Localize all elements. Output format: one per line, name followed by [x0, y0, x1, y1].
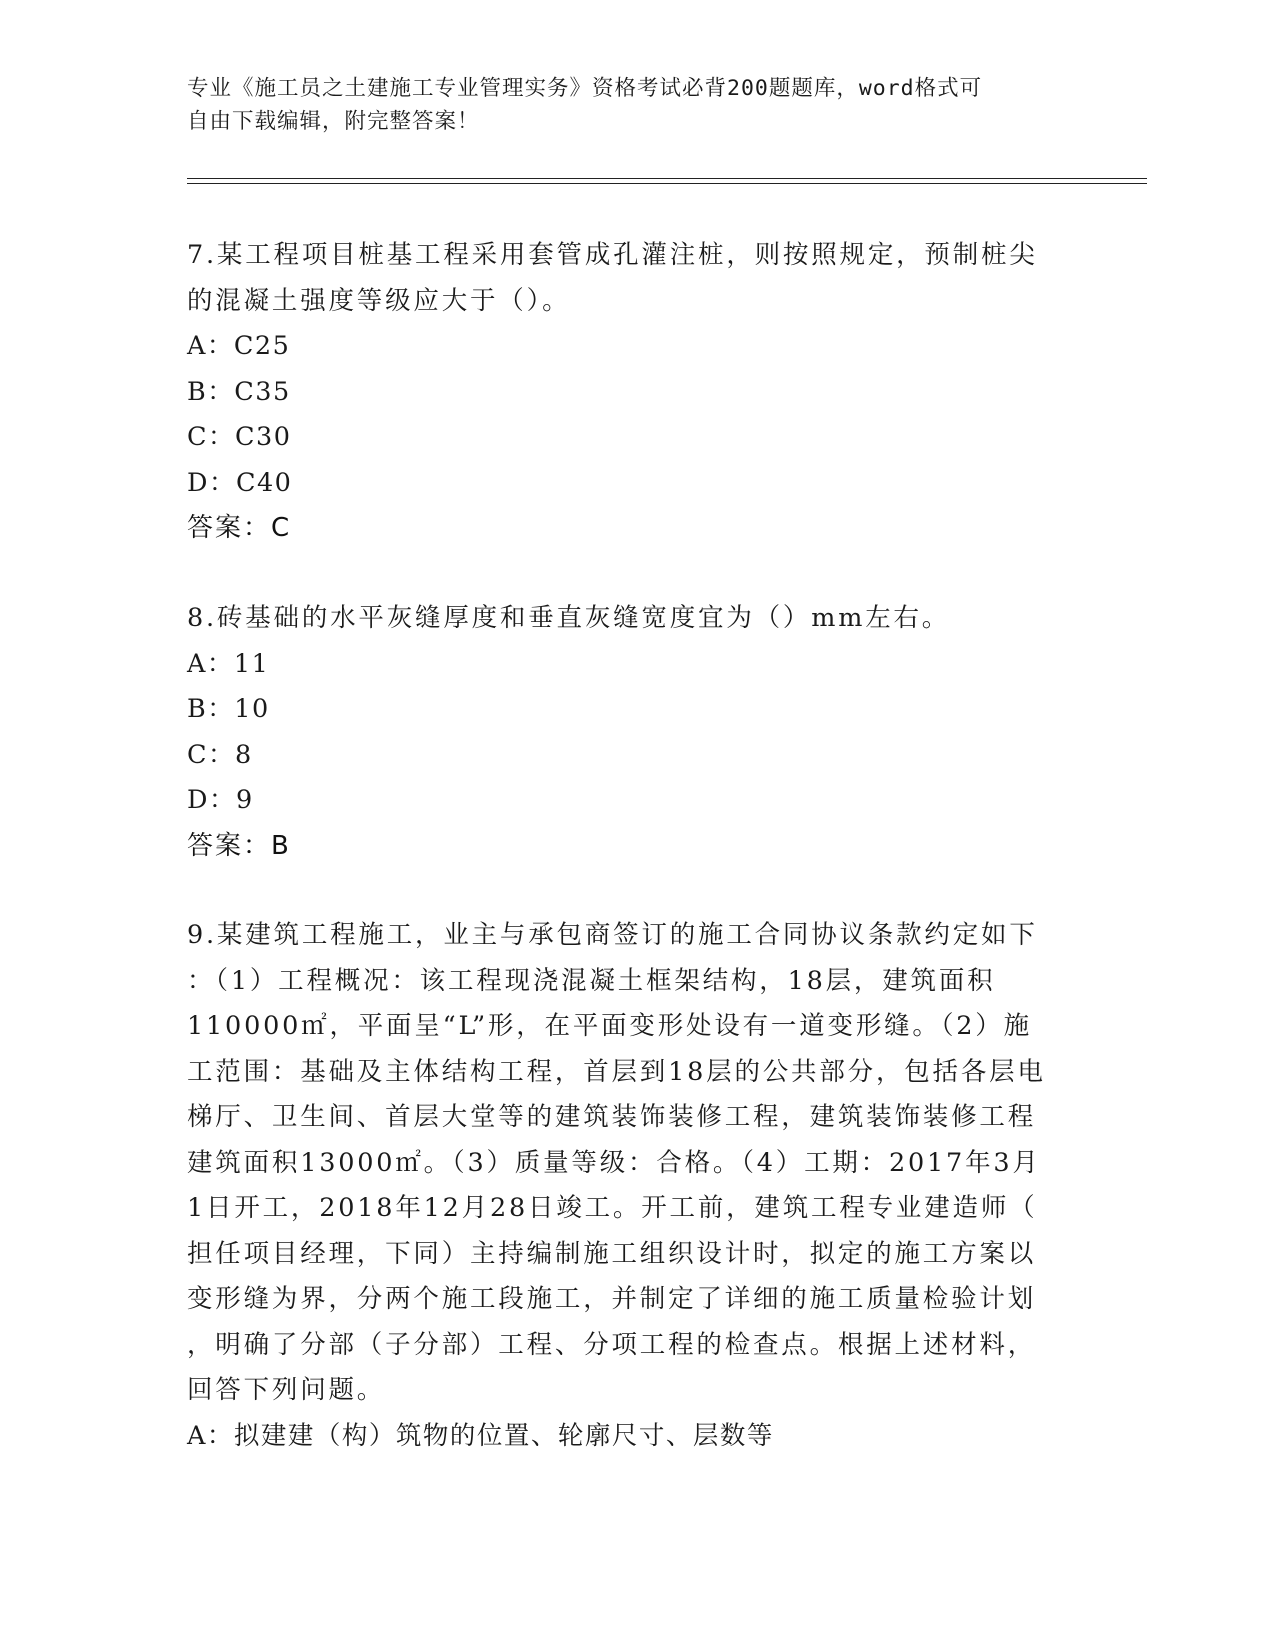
header-line: 专业《施工员之土建施工专业管理实务》资格考试必背200题题库，word格式可	[187, 76, 983, 101]
option-c: C：8	[187, 739, 253, 770]
question-text-line: 梯厅、卫生间、首层大堂等的建筑装饰装修工程，建筑装饰装修工程	[187, 1102, 1037, 1132]
option-d: D：C40	[187, 467, 293, 498]
question-text-line: 1日开工，2018年12月28日竣工。开工前，建筑工程专业建造师（	[187, 1193, 1038, 1223]
option-c: C：C30	[187, 422, 292, 452]
question-text-line: 工范围：基础及主体结构工程，首层到18层的公共部分，包括各层电	[187, 1056, 1046, 1087]
question-text-line: ：（1）工程概况：该工程现浇混凝土框架结构，18层，建筑面积	[187, 965, 996, 996]
option-b: B：10	[187, 694, 270, 724]
option-d: D：9	[187, 785, 254, 815]
document-header	[187, 72, 1067, 138]
question-9	[187, 913, 1067, 1459]
answer: 答案：C	[187, 513, 292, 543]
question-text-line: 建筑面积13000㎡。（3）质量等级：合格。（4）工期：2017年3月	[187, 1147, 1041, 1178]
question-text-line: 7.某工程项目桩基工程采用套管成孔灌注桩，则按照规定，预制桩尖	[187, 240, 1038, 270]
option-a: A：C25	[187, 331, 291, 361]
question-text-line: 110000㎡，平面呈“L”形，在平面变形处设有一道变形缝。（2）施	[187, 1011, 1032, 1041]
question-7	[187, 233, 1067, 552]
option-a: A：11	[187, 648, 270, 679]
header-line: 自由下载编辑，附完整答案！	[187, 109, 480, 134]
header-divider	[187, 178, 1147, 184]
question-8	[187, 596, 1067, 869]
question-text-line: 的混凝土强度等级应大于（）。	[187, 285, 571, 316]
option-b: B：C35	[187, 376, 291, 407]
question-text-line: 9.某建筑工程施工，业主与承包商签订的施工合同协议条款约定如下	[187, 920, 1038, 950]
answer: 答案：B	[187, 830, 291, 861]
question-text-line: ，明确了分部（子分部）工程、分项工程的检查点。根据上述材料，	[187, 1329, 1037, 1360]
question-text-line: 变形缝为界，分两个施工段施工，并制定了详细的施工质量检验计划	[187, 1284, 1037, 1314]
option-a: A：拟建建（构）筑物的位置、轮廓尺寸、层数等	[187, 1420, 774, 1451]
question-text-line: 担任项目经理，下同）主持编制施工组织设计时，拟定的施工方案以	[187, 1238, 1037, 1269]
question-text-line: 8.砖基础的水平灰缝厚度和垂直灰缝宽度宜为（）mm左右。	[187, 603, 951, 633]
question-text-line: 回答下列问题。	[187, 1375, 386, 1405]
